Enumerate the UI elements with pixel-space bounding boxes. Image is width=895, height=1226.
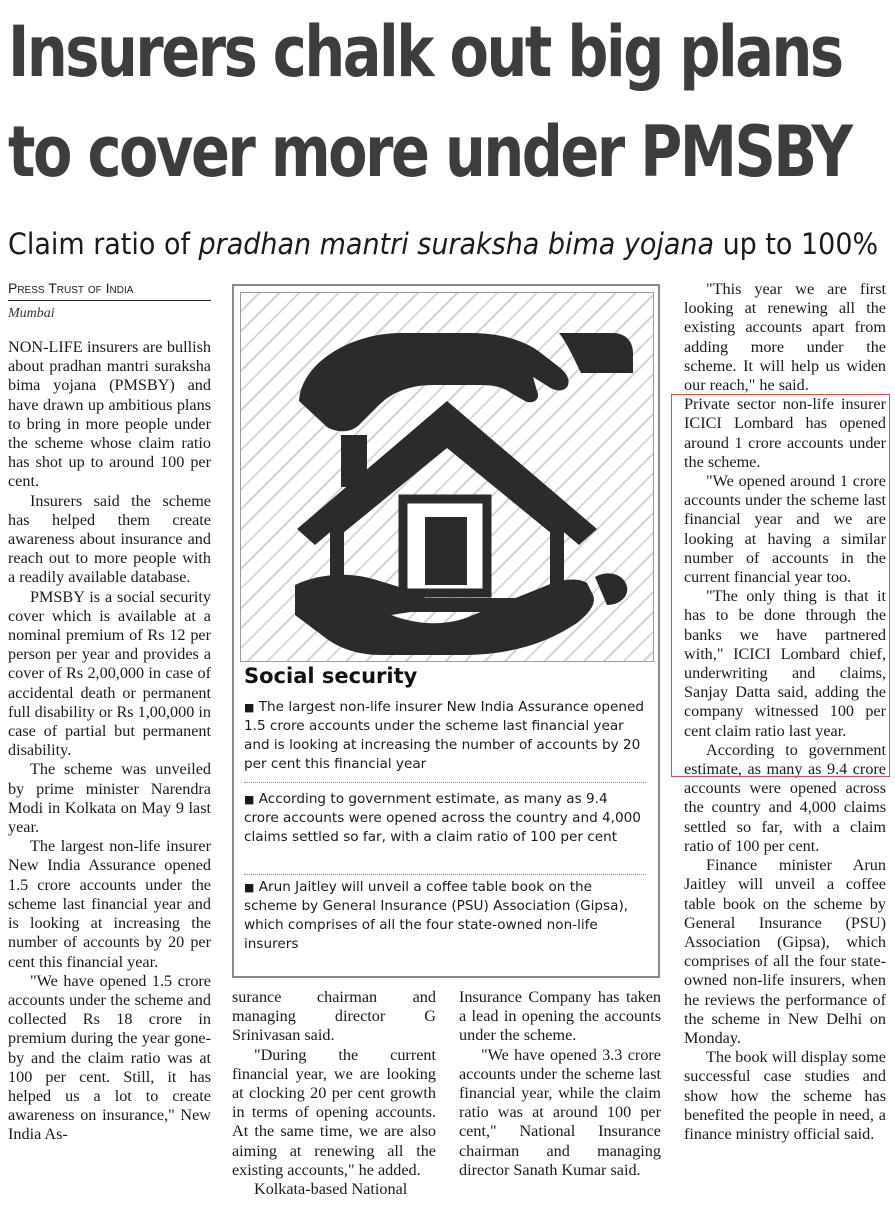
bullet-icon: ■ [244,701,255,714]
sidebar-item-text: Arun Jaitley will unveil a coffee table book on the scheme by General Insurance (PSU) Association (Gipsa), which comprises of all the four state-owned non-life insurers [244,879,629,952]
paragraph: "During the current financial year, we are looking at clocking 20 per cent growth in terms of opening accounts. At the same time, we are also aiming at renewing all the existing accounts," he added. [232,1045,436,1179]
paragraph: Insurance Company has taken a lead in opening the accounts under the scheme. [459,988,661,1045]
headline-line-1: Insurers chalk out big plans [8,11,842,93]
article-column-2 [232,988,436,1199]
dateline: Mumbai [8,306,55,321]
article-column-1 [8,338,211,1145]
sidebar-item [244,878,644,954]
paragraph: The book will display some successful case studies and show how the scheme has benefited the people in need, a finance ministry official said. [684,1048,886,1143]
paragraph: Insurers said the scheme has helped them create awareness about insurance and reach out to more people with a readily available database. [8,491,211,587]
paragraph: The scheme was unveiled by prime minister Narendra Modi in Kolkata on May 9 last year. [8,760,211,837]
house-in-hands-icon [241,293,653,661]
illustration-panel [240,292,654,662]
paragraph: "This year we are first looking at renewing all the existing accounts apart from adding more under the scheme. It will help us widen our reach," he said. [684,280,886,395]
paragraph: NON-LIFE insurers are bullish about pradhan mantri suraksha bima yojana (PMSBY) and have drawn up ambitious plans to bring in more people under the scheme whose claim ratio has shot up to around 100 per cent. [8,338,211,491]
paragraph: "We have opened 1.5 crore accounts under the scheme and collected Rs 18 crore in premium during the year gone-by and the claim ratio was at 100 per cent. Still, it has helped us a lot to create awareness on insurance," New India As- [8,971,211,1144]
sidebar-box [232,284,660,978]
bullet-icon: ■ [244,881,255,894]
sidebar-item [244,790,644,847]
paragraph: "We opened around 1 crore accounts under the scheme last financial year and we are looking at having a similar number of accounts in the current financial year too. [684,472,886,587]
headline-line-2: to cover more under PMSBY [8,111,851,193]
paragraph: "We have opened 3.3 crore accounts under the scheme last financial year, while the claim ratio was at around 100 per cent," National Insurance chairman and managing director Sanath Kumar said. [459,1045,661,1179]
paragraph: surance chairman and managing director G Srinivasan said. [232,988,436,1045]
paragraph: Private sector non-life insurer ICICI Lombard has opened around 1 crore accounts under the scheme. [684,395,886,471]
byline: Press Trust of India [8,280,211,301]
divider [244,874,646,875]
paragraph: Finance minister Arun Jaitley will unveil a coffee table book on the scheme by General Insurance (PSU) Association (Gipsa), which comprises of all the four state-owned non-life insurers, when he reviews the performance of the scheme in New Delhi on Monday. [684,856,886,1047]
subheadline [8,227,878,261]
subhead-scheme-name: pradhan mantri suraksha bima yojana [198,227,715,261]
paragraph: According to government estimate, as many as 9.4 crore accounts were opened across the country and 4,000 claims settled so far, with a claim ratio of 100 per cent. [684,740,886,855]
sidebar-item-text: According to government estimate, as many as 9.4 crore accounts were opened across the country and 4,000 claims settled so far, with a claim ratio of 100 per cent [244,791,641,845]
divider [244,782,646,783]
bullet-icon: ■ [244,793,255,806]
subhead-text-end: up to 100% [714,227,879,261]
paragraph: Kolkata-based National [254,1180,408,1199]
sidebar-item-text: The largest non-life insurer New India Assurance opened 1.5 crore accounts under the scheme last financial year and is looking at increasing the number of accounts by 20 per cent this financial year [244,699,644,772]
paragraph: PMSBY is a social security cover which is available at a nominal premium of Rs 12 per person per year and provides a cover of Rs 2,00,000 in case of accidental death or permanent full disability or Rs 1,00,000 in case of partial but permanent disability. [8,587,211,760]
headline [8,2,851,202]
article-column-3 [459,988,661,1180]
sidebar-item [244,698,644,774]
highlight-box [671,394,890,777]
sidebar-title: Social security [244,664,418,688]
subhead-text-start: Claim ratio of [8,227,199,261]
paragraph: The largest non-life insurer New India Assurance opened 1.5 crore accounts under the scheme last financial year and is looking at increasing the number of accounts by 20 per cent this financial year. [8,837,211,971]
paragraph: "The only thing is that it has to be done through the banks we have partnered with," ICICI Lombard chief, underwriting and claims, Sanjay Datta said, adding the company witnessed 100 per cent claim ratio last year. [684,587,886,740]
